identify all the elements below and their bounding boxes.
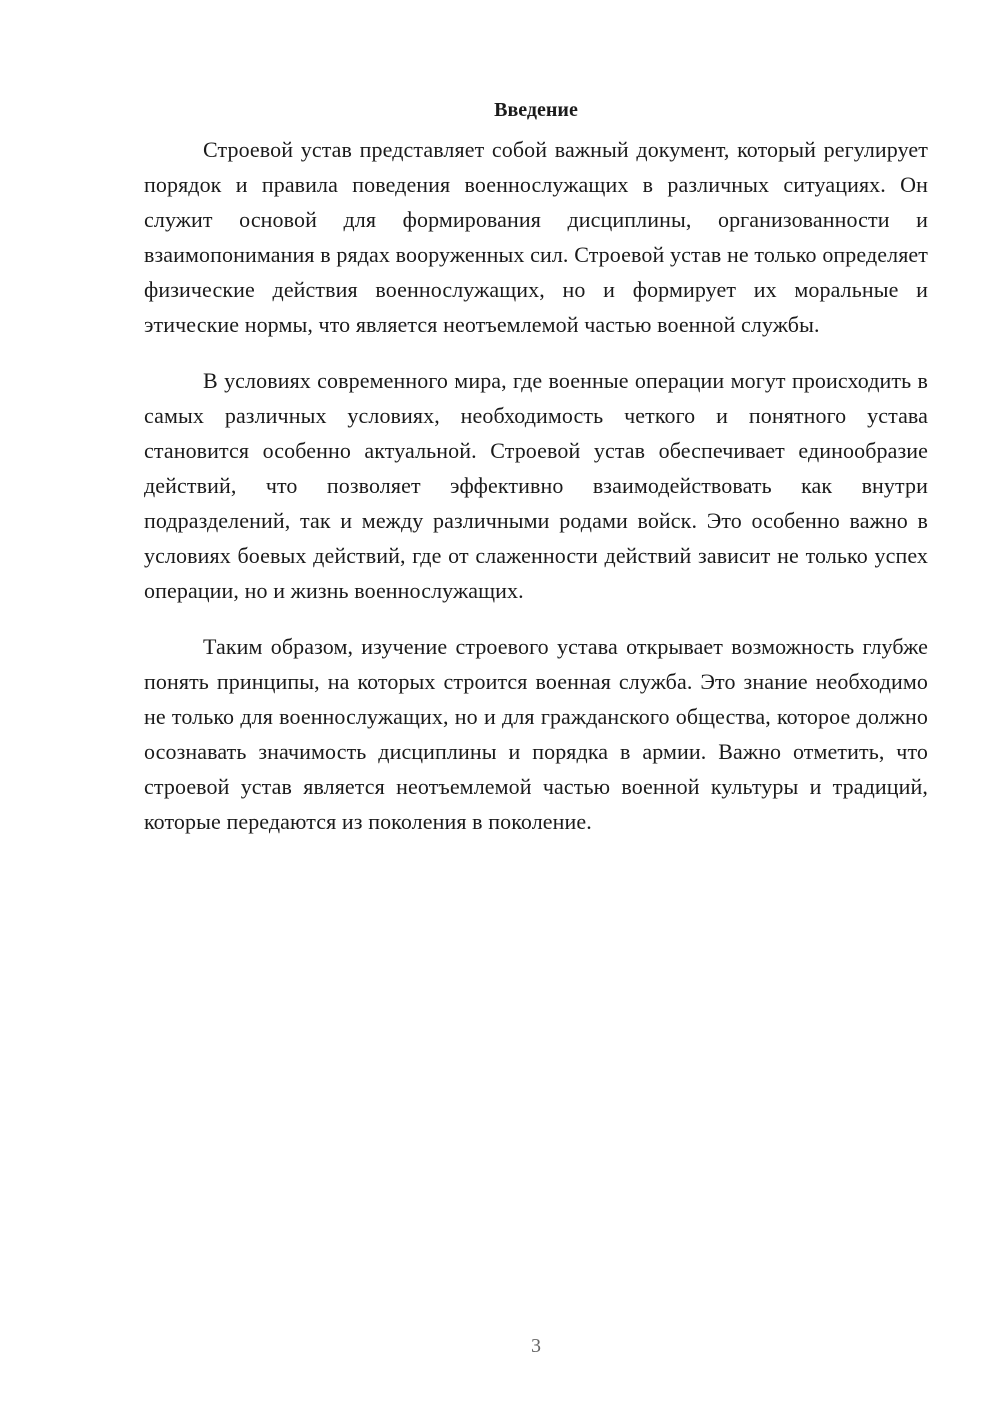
page-number: 3 [531, 1335, 541, 1357]
paragraph-2: В условиях современного мира, где военные операции могут происходить в самых различных условиях, необходимость четкого и понятного устава становится особенно актуальной. Строевой устав обеспечивает единообразие действий, что позволяет эффективно взаимодействовать как внутри подразделений, так и между различными родами войск. Это особенно важно в условиях боевых действий, где от слаженности действий зависит не только успех операции, но и жизнь военнослужащих. [144, 368, 928, 603]
paragraph-1: Строевой устав представляет собой важный документ, который регулирует порядок и правила поведения военнослужащих в различных ситуациях. Он служит основой для формирования дисциплины, организованности и взаимопонимания в рядах вооруженных сил. Строевой устав не только определяет физические действия военнослужащих, но и формирует их моральные и этические нормы, что является неотъемлемой частью военной службы. [144, 137, 928, 337]
paragraph-3: Таким образом, изучение строевого устава открывает возможность глубже понять принципы, на которых строится военная служба. Это знание необходимо не только для военнослужащих, но и для гражданского общества, которое должно осознавать значимость дисциплины и порядка в армии. Важно отметить, что строевой устав является неотъемлемой частью военной культуры и традиций, которые передаются из поколения в поколение. [144, 634, 928, 834]
section-heading: Введение [494, 99, 578, 121]
page-content [144, 96, 928, 860]
